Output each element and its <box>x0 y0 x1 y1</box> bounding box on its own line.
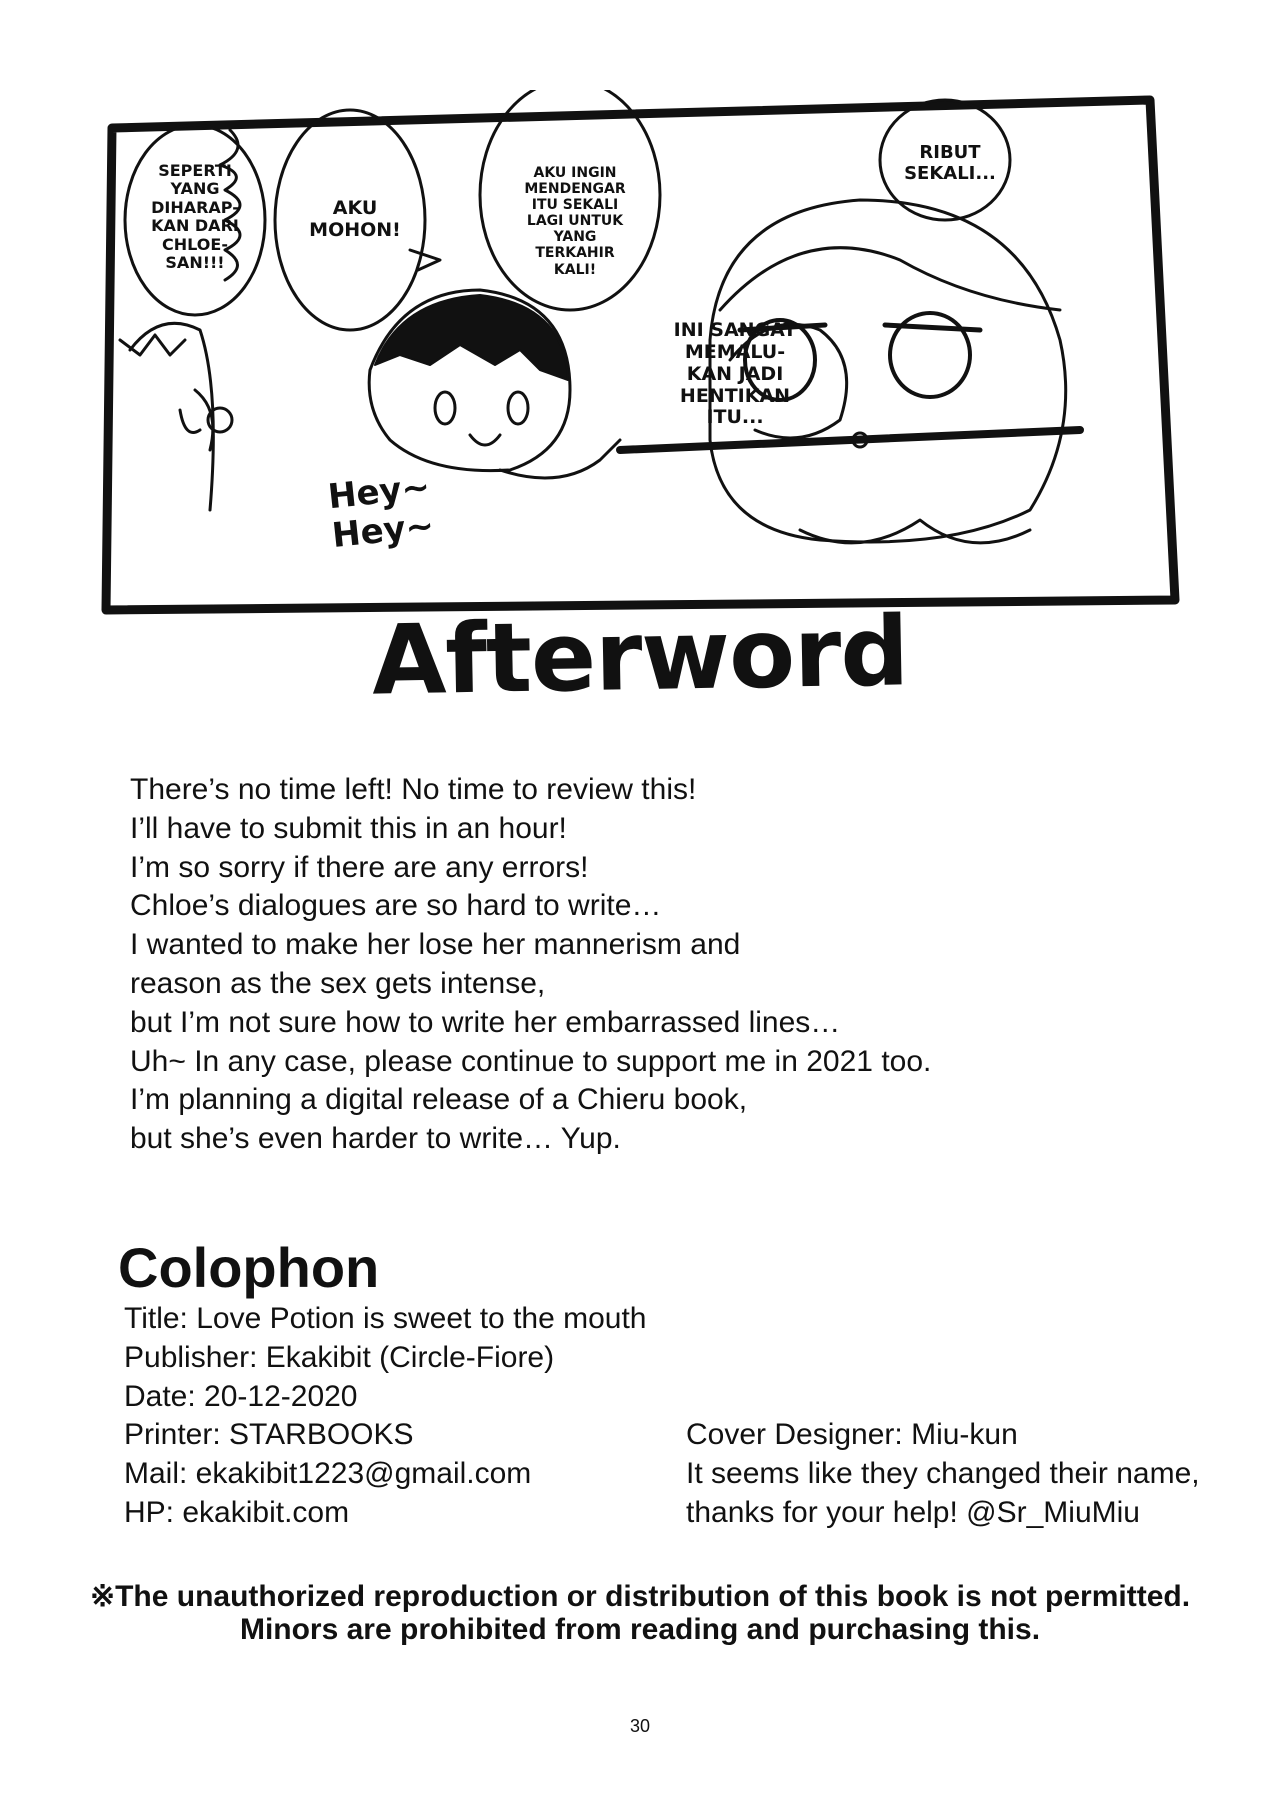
afterword-line: but I’m not sure how to write her embarrassed lines… <box>130 1005 841 1039</box>
credit-thanks: thanks for your help! @Sr_MiuMiu <box>686 1495 1140 1529</box>
colophon-printer: Printer: STARBOOKS <box>124 1418 414 1452</box>
colophon-homepage: HP: ekakibit.com <box>124 1495 350 1529</box>
afterword-title: Afterword <box>371 595 909 717</box>
colophon-credits <box>686 1416 1200 1532</box>
notice-line-reproduction: ※The unauthorized reproduction or distribution of this book is not permitted. <box>89 1580 1191 1613</box>
colophon-details <box>124 1300 647 1533</box>
boy-hair <box>375 295 568 380</box>
comic-panel <box>100 90 1180 650</box>
afterword-body <box>130 771 1130 1159</box>
hey-sound-effect: Hey~ Hey~ <box>326 466 436 557</box>
afterword-line: Chloe’s dialogues are so hard to write… <box>130 889 662 923</box>
panel-border <box>106 100 1175 610</box>
afterword-line: but she’s even harder to write… Yup. <box>130 1122 621 1156</box>
afterword-line: I wanted to make her lose her mannerism and <box>130 928 741 962</box>
credit-note: It seems like they changed their name, <box>686 1456 1200 1490</box>
bubble-seperti: SEPERTI YANG DIHARAP- KAN DARI CHLOE- SAN!!! <box>151 161 239 272</box>
bubble-mohon: AKU MOHON! <box>309 197 401 241</box>
colophon-publisher: Publisher: Ekakibit (Circle-Fiore) <box>124 1340 555 1374</box>
comic-illustration <box>100 90 1180 650</box>
afterword-line: I’ll have to submit this in an hour! <box>130 811 567 845</box>
colophon-date: Date: 20-12-2020 <box>124 1379 358 1413</box>
bubble-ingin: AKU INGIN MENDENGAR ITU SEKALI LAGI UNTUK YANG TERKAHIR KALI! <box>524 165 626 278</box>
copyright-notice <box>0 1580 1280 1646</box>
afterword-line: There’s no time left! No time to review this! <box>130 773 697 806</box>
afterword-line: reason as the sex gets intense, <box>130 966 546 1000</box>
page-number: 30 <box>629 1716 651 1736</box>
colophon-title: Colophon <box>118 1236 380 1299</box>
bubble-ribut: RIBUT SEKALI... <box>904 142 996 184</box>
notice-line-minors: Minors are prohibited from reading and purchasing this. <box>239 1613 1041 1646</box>
afterword-line: I’m so sorry if there are any errors! <box>130 850 589 884</box>
cover-designer: Cover Designer: Miu-kun <box>686 1418 1018 1451</box>
afterword-line: I’m planning a digital release of a Chieru book, <box>130 1083 748 1117</box>
colophon-title-entry: Title: Love Potion is sweet to the mouth <box>124 1302 647 1335</box>
afterword-line: Uh~ In any case, please continue to support me in 2021 too. <box>130 1044 932 1078</box>
bubble-malu: INI SANGAT MEMALU- KAN JADI HENTIKAN ITU... <box>673 319 797 429</box>
colophon-mail: Mail: ekakibit1223@gmail.com <box>124 1457 532 1491</box>
